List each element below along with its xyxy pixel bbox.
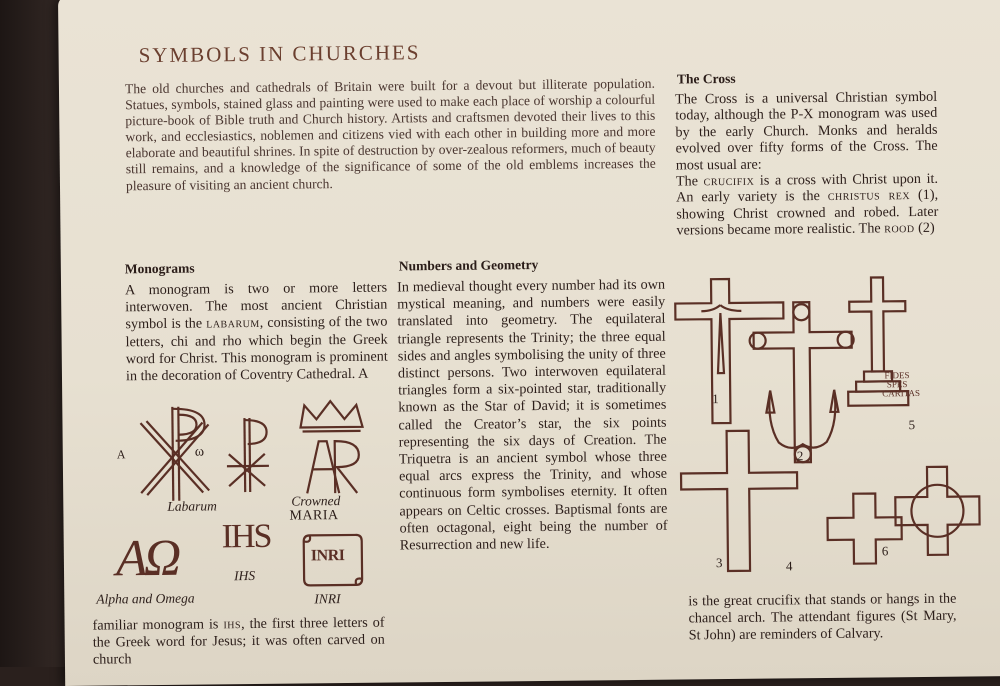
- cross-heading: The Cross: [677, 71, 736, 88]
- monograms-text-b: , consisting of the two letters, chi and rho which begin the Greek word for Christ. This monogram is prominent in the decoration of Coventry Cathedral. A: [126, 314, 388, 384]
- caption-crowned: Crowned: [291, 493, 340, 510]
- plaque-spes: SPES: [882, 380, 912, 389]
- cross-text-continued: is the great crucifix that stands or hangs in the chancel arch. The attendant figures (St Mary, St John) are reminders of Calvary.: [688, 591, 957, 645]
- cross-text: [675, 89, 939, 239]
- monograms-heading: Monograms: [125, 261, 195, 278]
- latin-cross: [681, 430, 798, 571]
- monograms-text-d: , the first three letters of the Greek word for Jesus; it was often carved on church: [93, 615, 385, 668]
- plaque-fides: FIDES: [882, 371, 912, 380]
- book-page: [58, 0, 1000, 686]
- monograms-text: [125, 280, 388, 386]
- cross-text-e: (2): [914, 220, 934, 236]
- inri-scroll-text: INRI: [311, 547, 345, 565]
- label-4: 4: [786, 558, 793, 574]
- cross-illustrations: [673, 270, 976, 573]
- cross-text-d: (1), showing Christ crowned and robed. Later versions became more realistic. The: [676, 187, 938, 239]
- caption-labarum: Labarum: [167, 498, 217, 515]
- crowned-maria-symbol: [294, 397, 373, 498]
- crucifix-term: crucifix: [704, 173, 755, 190]
- ihs-symbol: IHS: [221, 518, 270, 557]
- label-2: 2: [797, 448, 804, 464]
- ihs-term: ihs: [223, 616, 241, 632]
- caption-alpha-omega: Alpha and Omega: [96, 591, 194, 608]
- rood-cross: [753, 302, 853, 463]
- monograms-text-a: A monogram is two or more letters interwoven. The most ancient Christian symbol is the: [125, 280, 387, 333]
- plaque-caritas: CARITAS: [882, 389, 912, 398]
- christus-rex-term: christus rex: [828, 188, 910, 205]
- stepped-cross: [849, 277, 906, 372]
- alpha-omega-symbol: AΩ: [116, 529, 178, 589]
- labarum-symbol: [112, 402, 233, 503]
- numbers-heading: Numbers and Geometry: [399, 257, 539, 274]
- cross-text-c: is a cross with Christ upon it. An early variety is the: [676, 171, 938, 206]
- cross-text-a: The Cross is a universal Christian symbol today, although the P-X monogram was used by the early Church. Monks and heralds evolved over fifty forms of the Cross. The most usual are:: [675, 89, 938, 173]
- intro-paragraph: The old churches and cathedrals of Britain were built for a devout but illiterate population. Statues, symbols, stained glass and painting were used to make each place of worship a colourful picture-book of Bible truth and Church history. Artists and craftsmen devoted their lives to this work, and ecclesiastics, noblemen and citizens vied with each other in building more and more elaborate and beautiful shrines. In spite of destruction by over-zealous reformers, much of beauty still remains, and a knowledge of the significance of some of the old emblems increases the pleasure of visiting an ancient church.: [125, 76, 656, 194]
- alpha-letter: A: [117, 447, 126, 462]
- plaque-text: [882, 371, 912, 398]
- label-1: 1: [712, 391, 719, 407]
- celtic-cross: [895, 466, 980, 555]
- rood-term: rood: [884, 220, 915, 236]
- monograms-text-c: familiar monogram is: [93, 616, 224, 633]
- cross-text-b: The: [676, 173, 704, 189]
- caption-inri: INRI: [314, 591, 340, 607]
- chi-rho-symbol: [222, 414, 283, 495]
- numbers-text: In medieval thought every number had its own mystical meaning, and numbers were easily translated into geometry. The equilateral triangle represents the Trinity; the three equal sides and angles symbolising the unity of three distinct persons. Two interwoven equilateral triangles form a six-pointed star, traditionally known as the Star of David; it is sometimes called the Creator’s star, the six points representing the six days of Creation. The Triquetra is an ancient symbol whose three equal arcs express the Trinity, and whose continuous form symbolises eternity. It often appears on Celtic crosses. Baptismal fonts are often octagonal, eight being the number of Resurrection and new life.: [397, 277, 668, 555]
- caption-ihs: IHS: [234, 568, 255, 584]
- label-3: 3: [716, 555, 723, 571]
- page-title: SYMBOLS IN CHURCHES: [138, 40, 420, 68]
- omega-letter: ω: [195, 444, 204, 460]
- label-5: 5: [908, 417, 915, 433]
- labarum-term: labarum: [206, 315, 260, 332]
- label-6: 6: [882, 543, 889, 559]
- monograms-text-continued: [93, 615, 386, 670]
- caption-maria: MARIA: [289, 508, 338, 525]
- greek-cross: [827, 493, 902, 564]
